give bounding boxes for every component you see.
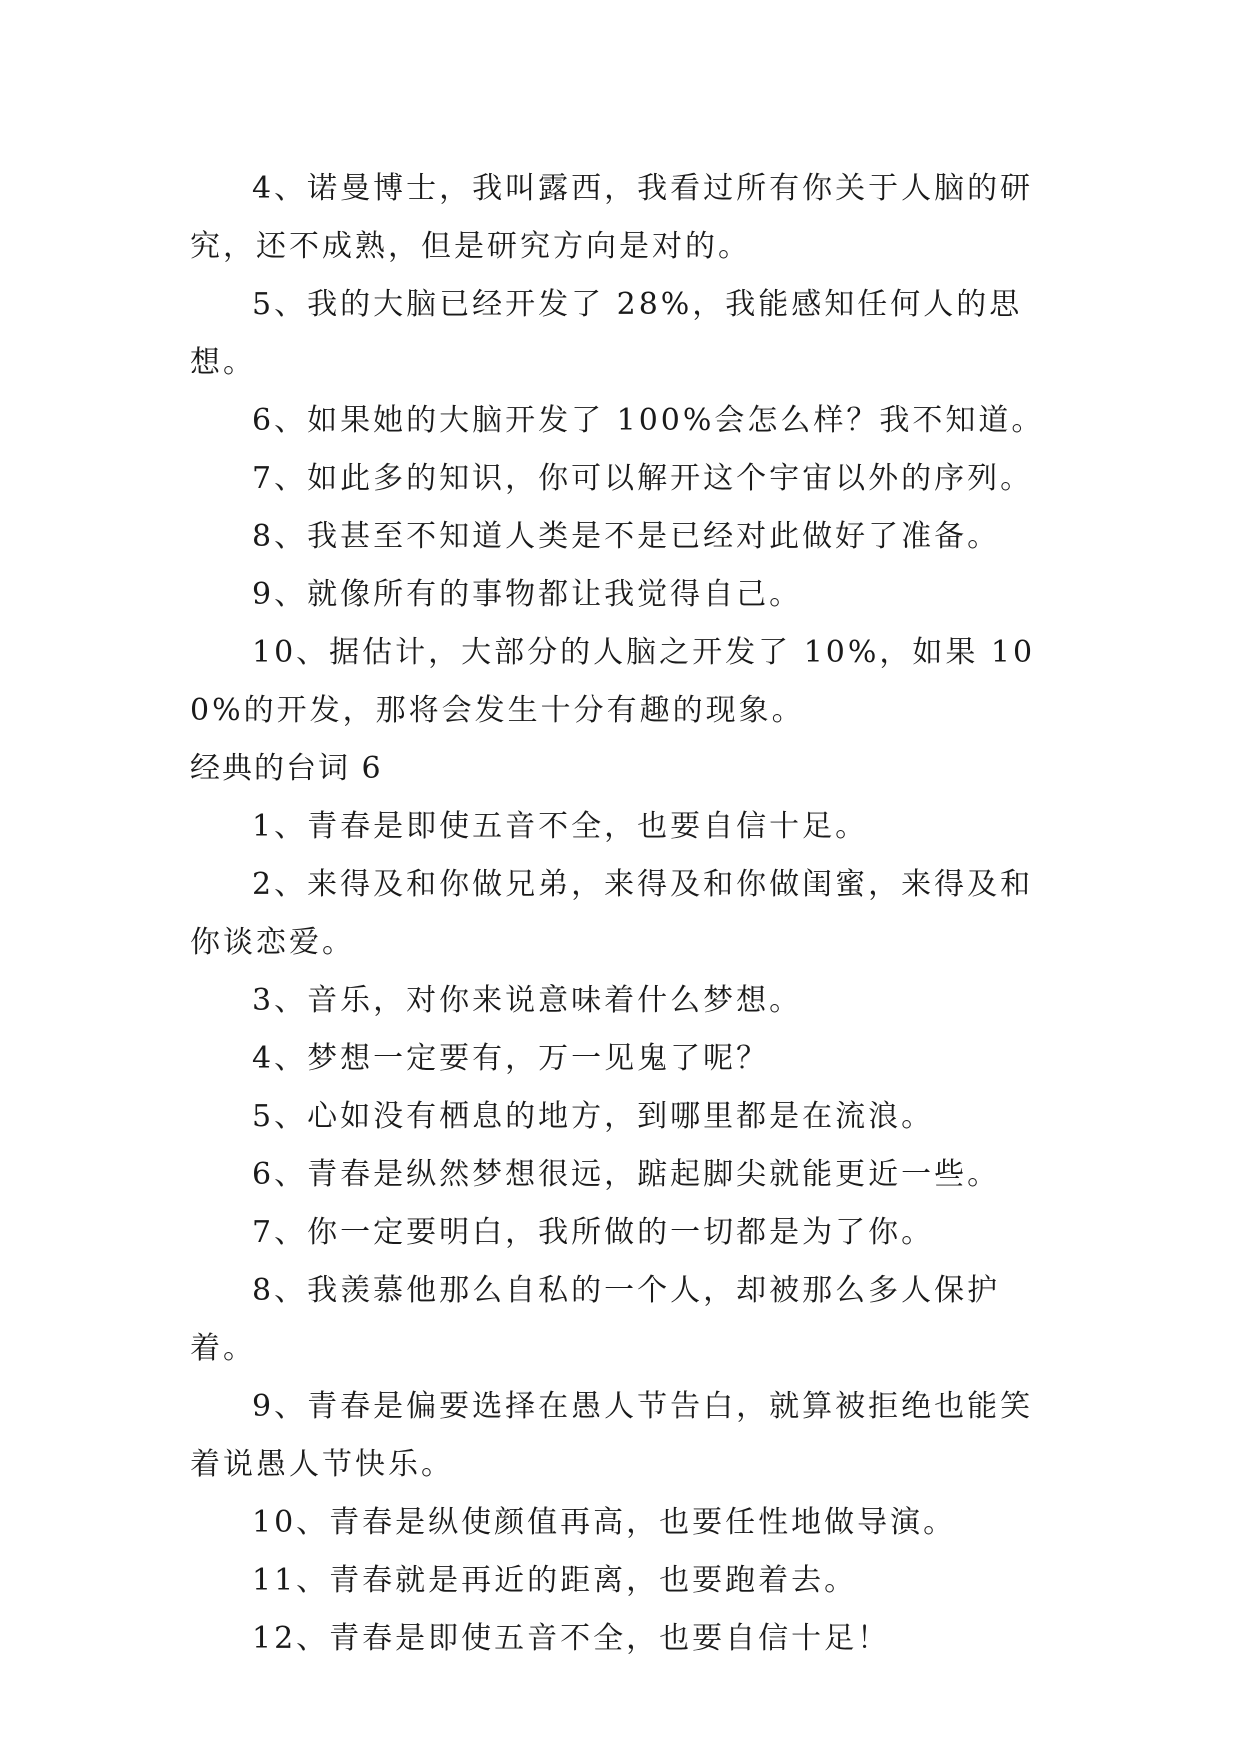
list-item: 9、就像所有的事物都让我觉得自己。 (252, 577, 803, 612)
list-item: 9、青春是偏要选择在愚人节告白，就算被拒绝也能笑着说愚人节快乐。 (190, 1389, 1034, 1482)
section-heading: 经典的台词 6 (190, 751, 383, 786)
list-item: 4、诺曼博士，我叫露西，我看过所有你关于人脑的研究，还不成熟，但是研究方向是对的。 (190, 171, 1034, 264)
document-body (190, 160, 1060, 1668)
list-item: 8、我甚至不知道人类是不是已经对此做好了准备。 (252, 519, 1001, 554)
list-item: 11、青春就是再近的距离，也要跑着去。 (252, 1563, 858, 1598)
list-item: 5、心如没有栖息的地方，到哪里都是在流浪。 (252, 1099, 935, 1134)
list-item: 12、青春是即使五音不全，也要自信十足！ (252, 1621, 891, 1656)
list-item: 3、音乐，对你来说意味着什么梦想。 (252, 983, 803, 1018)
list-item: 7、你一定要明白，我所做的一切都是为了你。 (252, 1215, 935, 1250)
list-item: 4、梦想一定要有，万一见鬼了呢？ (252, 1041, 770, 1076)
list-item: 10、青春是纵使颜值再高，也要任性地做导演。 (252, 1505, 957, 1540)
list-item: 10、据估计，大部分的人脑之开发了 10%，如果 100%的开发，那将会发生十分有趣的现象。 (190, 635, 1036, 728)
list-item: 7、如此多的知识，你可以解开这个宇宙以外的序列。 (252, 461, 1034, 496)
list-item: 8、我羡慕他那么自私的一个人，却被那么多人保护着。 (190, 1273, 1001, 1366)
list-item: 6、如果她的大脑开发了 100%会怎么样？我不知道。 (252, 403, 1045, 438)
list-item: 2、来得及和你做兄弟，来得及和你做闺蜜，来得及和你谈恋爱。 (190, 867, 1034, 960)
list-item: 1、青春是即使五音不全，也要自信十足。 (252, 809, 869, 844)
list-item: 6、青春是纵然梦想很远，踮起脚尖就能更近一些。 (252, 1157, 1001, 1192)
list-item: 5、我的大脑已经开发了 28%，我能感知任何人的思想。 (190, 287, 1023, 380)
